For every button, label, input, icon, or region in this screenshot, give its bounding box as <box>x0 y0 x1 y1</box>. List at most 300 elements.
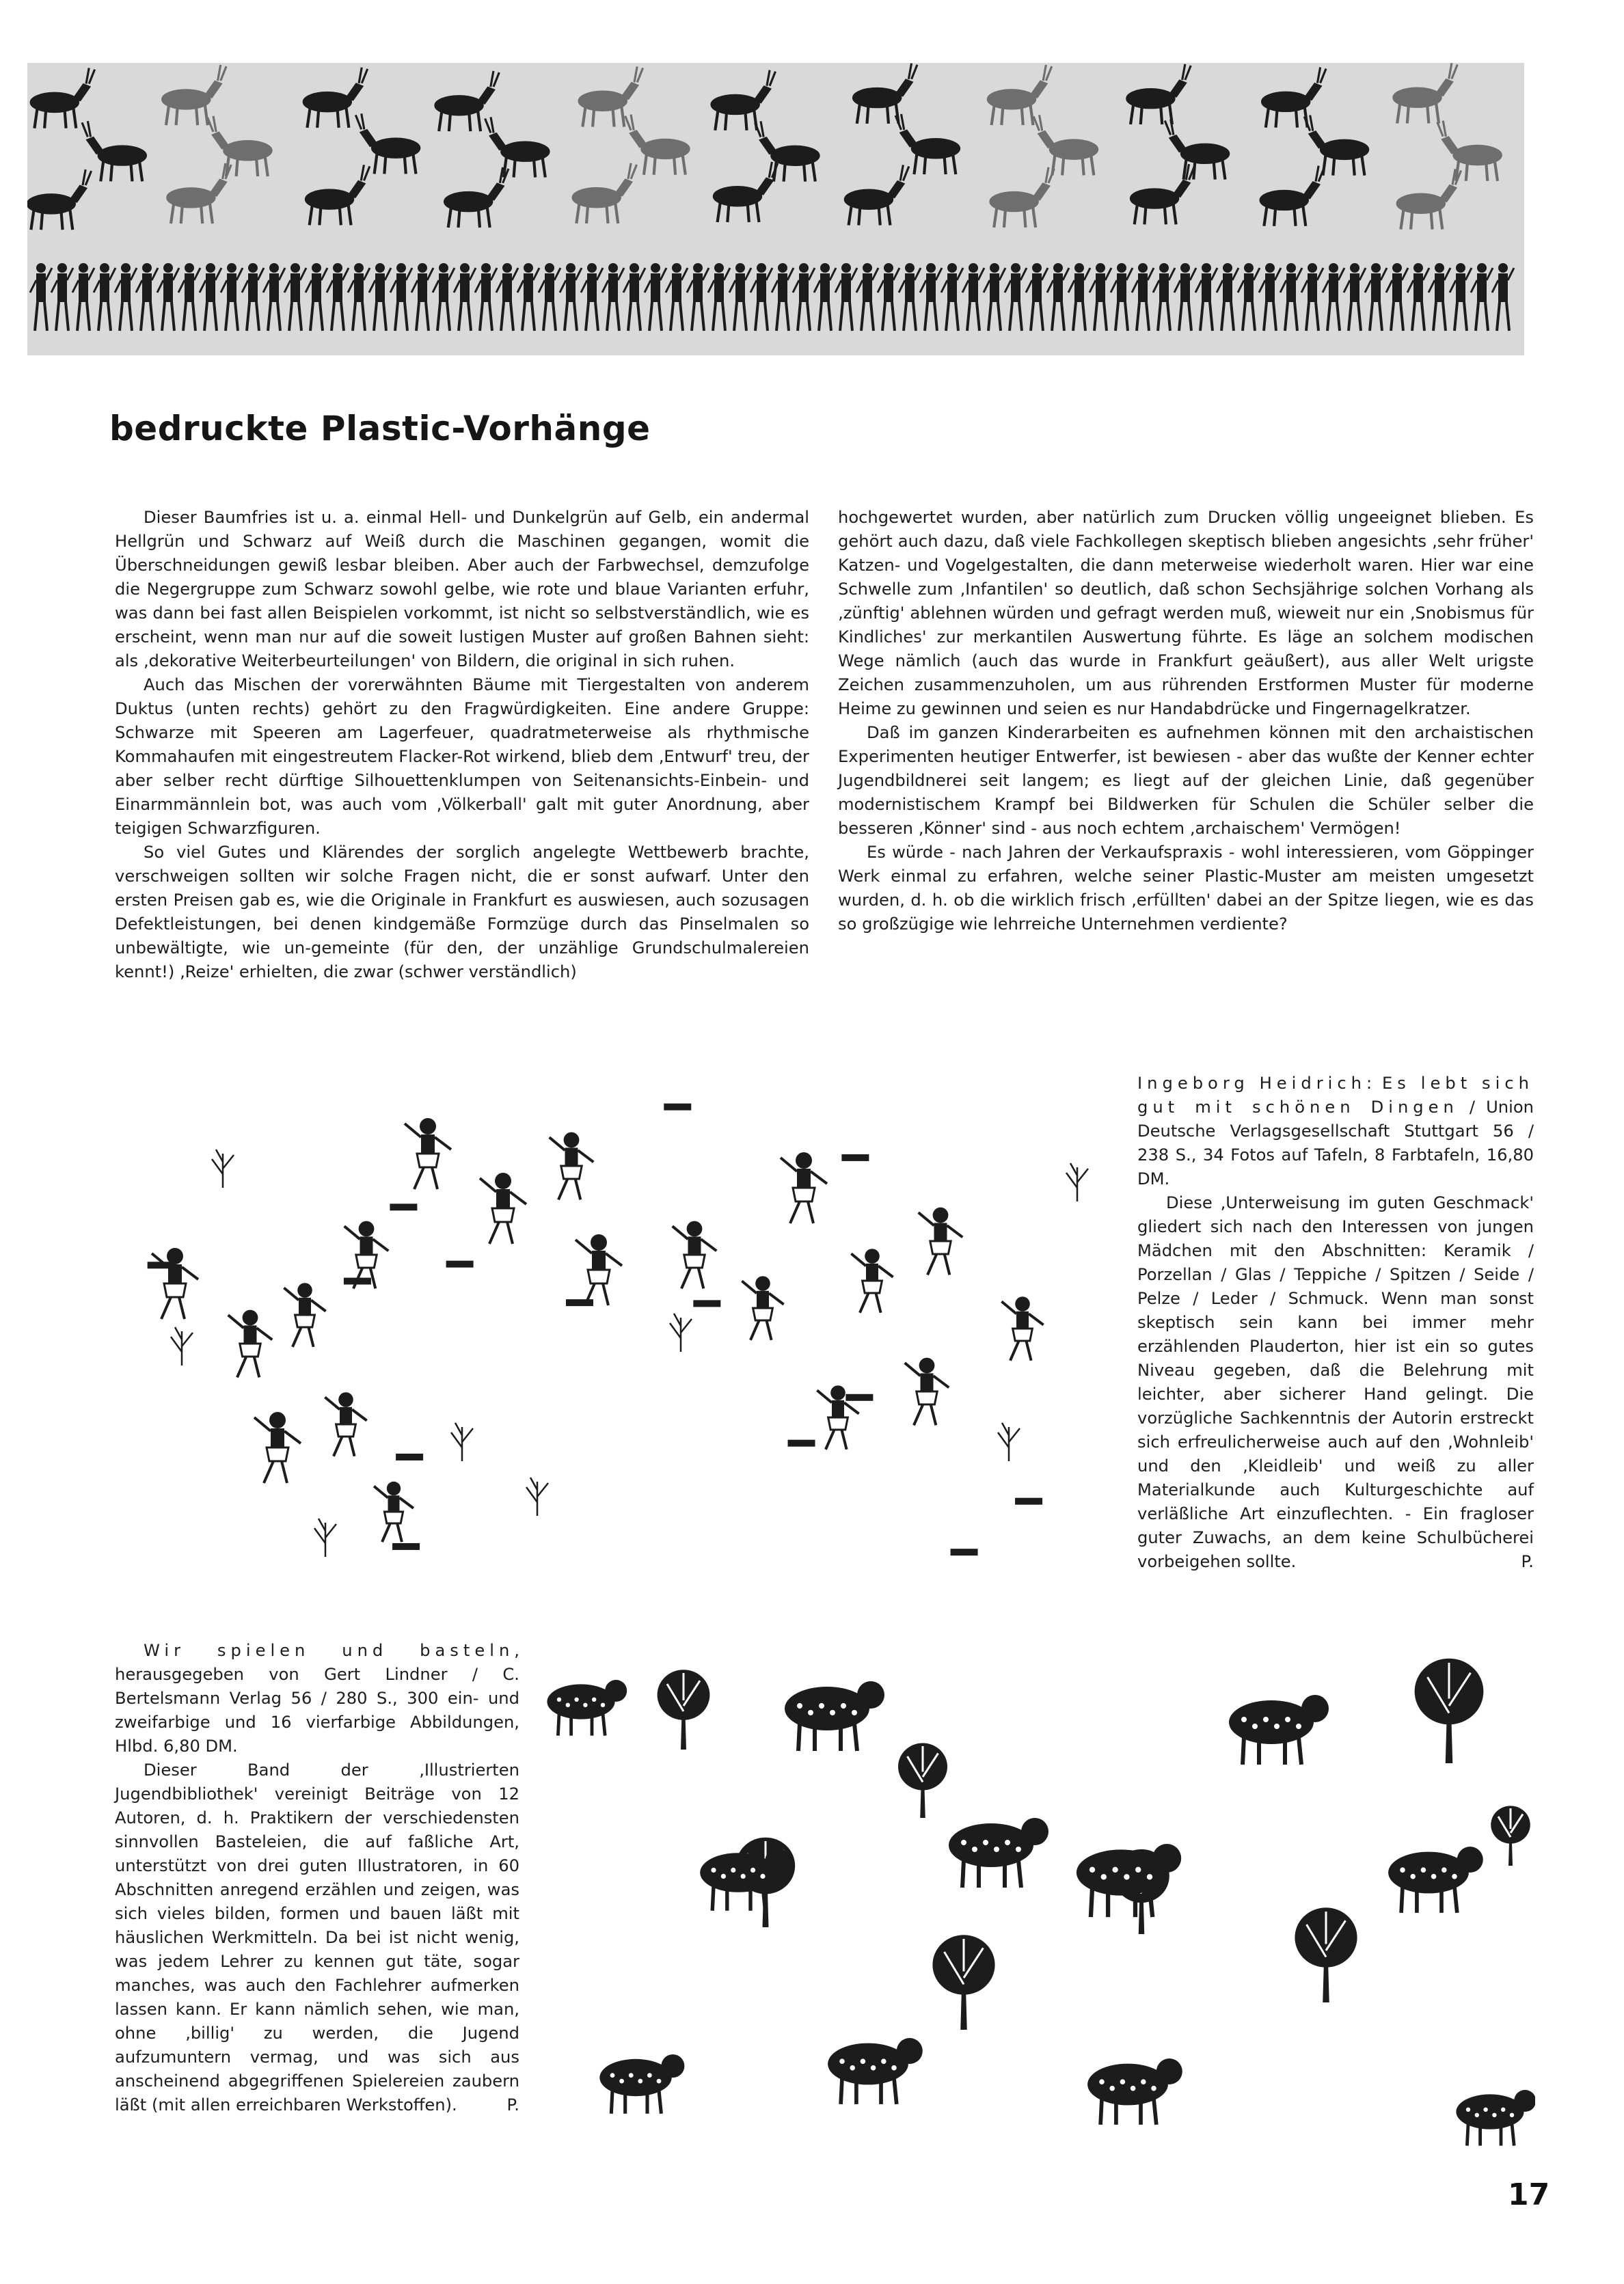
hatched-mark <box>664 1104 691 1111</box>
figure-head <box>630 263 639 273</box>
dancer-head <box>243 1310 258 1326</box>
figure-body <box>396 273 406 302</box>
figure-body <box>312 273 321 302</box>
animal-pattern-dot <box>1421 1867 1426 1873</box>
dancer-torso <box>360 1236 373 1255</box>
hatched-mark <box>392 1543 420 1550</box>
figure-head <box>1456 263 1465 273</box>
dancer-torso <box>1016 1311 1029 1329</box>
animal-pattern-dot <box>1452 1874 1457 1879</box>
dancer-head <box>591 1234 607 1251</box>
review-heading <box>115 1639 519 1758</box>
article-title: bedruckte Plastic-Vorhänge <box>109 409 651 448</box>
animal-pattern-dot <box>1131 2086 1136 2091</box>
review-body: Diese ‚Unterweisung im guten Geschmack' gliedert sich nach den Interessen von jungen Mädchen mit den Abschnitten: Keramik / Porzellan / Glas / Teppiche / Spitzen / Seide / Pelze / Leder / Schmuck. Wenn man sonst skeptisch sein kann bei immer mehr erzählenden Plauderton, hier ist ein so gutes Niveau gegeben, daß die Belehrung mit leichter, aber sicherer Hand gelingt. Die vorzügliche Sachkenntnis der Autorin erstreckt sich erfreulicherweise auch auf den ‚Wohnleib' und den ‚Kleidleib' und weiß zu aller Materialkunde auch Kulturgeschichte auf verläßliche Art einzuflechten. - Ein fragloser guter Zuwachs, an dem keine Schulbücherei vorbeigehen sollte. P. <box>1137 1191 1534 1574</box>
figure-body <box>1053 273 1063 302</box>
dancer-head <box>865 1249 880 1264</box>
figure-body <box>206 273 215 302</box>
review-heading <box>1137 1072 1534 1191</box>
animal-pattern-dot <box>1147 1874 1152 1879</box>
figure-head <box>57 263 67 273</box>
figure-body <box>1286 273 1296 302</box>
figure-body <box>1180 273 1190 302</box>
animal-pattern-dot <box>1501 2108 1505 2112</box>
figure-head <box>1265 263 1275 273</box>
figure-body <box>1392 273 1402 302</box>
animal-head <box>1152 1844 1181 1873</box>
animal-pattern-dot <box>566 1703 570 1707</box>
dancer-torso <box>421 1134 435 1154</box>
figure-head <box>185 263 194 273</box>
figure-head <box>1053 263 1063 273</box>
animal-pattern-dot <box>1431 1874 1437 1879</box>
animal-pattern-dot <box>647 2073 652 2078</box>
hatched-mark <box>344 1278 371 1285</box>
dancer-head <box>420 1118 436 1134</box>
animal-body <box>599 2059 671 2096</box>
dancer-torso <box>496 1189 510 1208</box>
dancer-torso <box>921 1373 934 1391</box>
animal-pattern-dot <box>891 2065 897 2071</box>
figure-head <box>1180 263 1190 273</box>
figure-body <box>799 273 809 302</box>
figure-head <box>481 263 491 273</box>
animal-pattern-dot <box>760 1874 765 1879</box>
dancer-torso <box>797 1169 811 1188</box>
animal-pattern-dot <box>1475 2113 1479 2117</box>
figure-body <box>1138 273 1148 302</box>
animal-head <box>1156 2058 1182 2084</box>
animal-pattern-dot <box>1112 1867 1118 1873</box>
hatched-mark <box>693 1300 720 1307</box>
review-signature: P. <box>1521 1552 1534 1571</box>
animal-pattern-dot <box>610 2073 615 2078</box>
figure-body <box>333 273 342 302</box>
figure-body <box>693 273 703 302</box>
animal-pattern-dot <box>741 1874 746 1879</box>
figure-body <box>820 273 830 302</box>
figure-head <box>79 263 88 273</box>
figure-body <box>248 273 258 302</box>
figure-head <box>1477 263 1487 273</box>
dancer-head <box>687 1221 703 1237</box>
animal-body <box>828 2043 908 2085</box>
dancer-torso <box>244 1325 257 1344</box>
dancer-head <box>359 1221 375 1237</box>
figure-head <box>545 263 554 273</box>
hatched-mark <box>390 1204 417 1210</box>
figure-body <box>545 273 554 302</box>
figure-head <box>841 263 851 273</box>
hatched-mark <box>951 1549 978 1555</box>
dancer-head <box>919 1358 935 1374</box>
review-body: Dieser Band der ‚Illustrierten Jugendbibliothek' vereinigt Beiträge von 12 Autoren, d. h. Praktikern der verschiedensten sinnvollen Basteleien, die auf faßliche Art, unterstützt von drei guten Illustratoren, in 60 Abschnitten anregend erzählen und zeigen, was sich vieles bilden, formen und bauen läßt mit häuslichen Werkmitteln. Da bei ist nicht wenig, was jedem Lehrer zu kennen gut täte, sogar manches, was auch den Fachlehrer aufmerken lassen kann. Er kann nämlich sehen, wie man, ohne ‚billig' zu werden, die Jugend aufzumuntern vermag, und was sich aus anscheinend abgegriffenen Spielereien zaubern läßt (mit allen erreichbaren Werkstoffen). P. <box>115 1758 519 2117</box>
book-review-lindner <box>115 1639 519 2117</box>
figure-head <box>884 263 893 273</box>
dancer-head <box>796 1152 812 1169</box>
figure-body <box>990 273 999 302</box>
dancer-torso <box>299 1298 311 1315</box>
article-paragraph: Daß im ganzen Kinderarbeiten es aufnehmen können mit den archaistischen Experimenten heutiger Entwerfer, ist bewiesen - aber das wußte der Kenner echter Jugendbildnerei seit langem; es liegt auf der gleichen Linie, daß gegenüber modernistischem Krampf bei Bildwerken für Schulen die Schüler selber die besseren ‚Könner' sind - aus noch echtem ‚archaischem' Vermögen! <box>838 723 1534 838</box>
animal-pattern-dot <box>1124 1874 1129 1879</box>
animal-head <box>897 2038 923 2064</box>
figure-head <box>354 263 364 273</box>
dancer-torso <box>688 1236 701 1255</box>
hatched-mark <box>841 1154 869 1161</box>
animal-pattern-dot <box>1109 2086 1115 2091</box>
animal-pattern-dot <box>750 1868 755 1873</box>
hatched-mark <box>566 1299 593 1306</box>
animal-pattern-dot <box>1135 1867 1141 1873</box>
figure-body <box>1456 273 1465 302</box>
figure-head <box>714 263 724 273</box>
figure-head <box>757 263 766 273</box>
animal-body <box>949 1823 1033 1867</box>
figure-head <box>227 263 236 273</box>
trees-animals-image <box>540 1647 1535 2154</box>
figure-head <box>1117 263 1126 273</box>
figure-head <box>799 263 809 273</box>
article-paragraph: Dieser Baumfries ist u. a. einmal Hell- und Dunkelgrün auf Gelb, ein andermal Hellgrün und Schwarz auf Weiß durch die Maschinen gegangen, womit die Überschneidungen gewiß lesbar bleiben. Aber auch der Farbwechsel, demzufolge die Negergruppe zum Schwarz sowohl gelbe, wie rote und blaue Varianten erfuhr, was dann bei fast allen Beispielen vorkommt, ist nicht so selbstverständlich, wie es erscheint, wenn man nur auf die soweit lustigen Muster auf großen Bahnen sieht: als ‚dekorative Weiterbeurteilungen' von Bildern, die original in sich ruhen. <box>115 508 809 670</box>
animal-pattern-dot <box>871 2065 876 2071</box>
figure-body <box>735 273 745 302</box>
figure-head <box>248 263 258 273</box>
animal-pattern-dot <box>797 1703 802 1709</box>
figure-body <box>1032 273 1042 302</box>
figure-body <box>905 273 915 302</box>
animal-pattern-dot <box>1466 2108 1470 2112</box>
animal-head <box>661 2054 684 2078</box>
figure-body <box>1223 273 1232 302</box>
animal-pattern-dot <box>808 1710 813 1715</box>
figure-body <box>1498 273 1508 302</box>
page-number: 17 <box>1508 2177 1550 2212</box>
figure-head <box>100 263 109 273</box>
dancer-head <box>564 1132 580 1148</box>
figure-head <box>566 263 576 273</box>
hatched-mark <box>446 1261 474 1268</box>
figure-body <box>79 273 88 302</box>
animal-pattern-dot <box>841 1703 846 1709</box>
figure-head <box>1329 263 1338 273</box>
animal-pattern-dot <box>601 1703 605 1707</box>
figure-body <box>1202 273 1211 302</box>
figure-body <box>630 273 639 302</box>
figure-head <box>1074 263 1084 273</box>
figure-head <box>1032 263 1042 273</box>
article-left-column <box>115 506 809 984</box>
dancer-torso <box>271 1428 284 1447</box>
dancer-head <box>338 1392 353 1407</box>
hatched-mark <box>845 1394 873 1401</box>
figure-body <box>1350 273 1359 302</box>
dancer-head <box>269 1412 286 1428</box>
figure-body <box>121 273 131 302</box>
figure-head <box>651 263 660 273</box>
figure-body <box>1244 273 1254 302</box>
figure-head <box>969 263 978 273</box>
figure-body <box>1159 273 1169 302</box>
animal-pattern-dot <box>830 1710 835 1715</box>
dancer-torso <box>388 1495 400 1512</box>
figure-body <box>1329 273 1338 302</box>
dancer-head <box>933 1208 949 1223</box>
dancer-head <box>297 1283 312 1298</box>
figure-head <box>672 263 681 273</box>
animal-pattern-dot <box>1151 2086 1156 2091</box>
animal-body <box>1077 1849 1165 1895</box>
figure-head <box>926 263 936 273</box>
figure-head <box>1223 263 1232 273</box>
animal-head <box>605 1680 627 1702</box>
figure-body <box>1413 273 1423 302</box>
figure-head <box>1435 263 1444 273</box>
article-paragraph: hochgewertet wurden, aber natürlich zum Drucken völlig ungeeignet blieben. Es gehört auch dazu, daß viele Fachkollegen skeptisch blieben angesichts ‚sehr früher' Katzen- und Vogelgestalten, die dann meterweise wiederholt waren. Hier war eine Schwelle zum ‚Infantilen' so deutlich, daß schon Sechsjährige solchen Vorhang als ‚zünftig' ablehnen würden und gefragt werden muß, wieweit nur ein ‚Snobismus für Kindliches' zur merkantilen Auswertung führte. Es läge an solchem modischen Wege nämlich (auch das wurde in Frankfurt geäußert), aus aller Welt urigste Zeichen zusammenzuholen, um aus rührenden Erstformen Muster für moderne Heime zu gewinnen und seien es nur Handabdrücke und Fingernagelkratzer. <box>838 508 1534 718</box>
dancer-torso <box>340 1407 352 1424</box>
figure-body <box>227 273 236 302</box>
animal-pattern-dot <box>557 1698 561 1702</box>
animal-pattern-dot <box>839 2058 845 2064</box>
animal-pattern-dot <box>994 1847 999 1852</box>
figure-body <box>969 273 978 302</box>
animal-head <box>1301 1695 1329 1722</box>
animal-pattern-dot <box>852 1710 857 1715</box>
animal-pattern-dot <box>1120 2079 1126 2084</box>
article-paragraph: Auch das Mischen der vorerwähnten Bäume mit Tiergestalten von anderem Duktus (unten rechts) gehört zu den Fragwürdigkeiten. Eine andere Gruppe: Schwarze mit Speeren am Lagerfeuer, quadratmeterweise als rhythmische Kommahaufen mit eingestreutem Flacker-Rot wirkend, blieb dem ‚Entwurf' treu, der aber selber recht dürftige Silhouettenklumpen von Seitenansichts-Einbein- und Einarmmännlein bot, was auch vom ‚Völkerball' galt mit guter Anordnung, aber teigigen Schwarzfiguren. <box>115 675 809 838</box>
figure-head <box>312 263 321 273</box>
animal-pattern-dot <box>1101 1874 1107 1879</box>
animal-pattern-dot <box>861 2058 866 2064</box>
dancer-torso <box>565 1147 578 1166</box>
figure-head <box>460 263 470 273</box>
animal-body <box>1087 2064 1168 2106</box>
figure-head <box>206 263 215 273</box>
figure-body <box>947 273 957 302</box>
figure-head <box>333 263 342 273</box>
review-book-title: Es lebt sich gut mit schönen Dingen <box>1137 1074 1534 1117</box>
figure-body <box>502 273 512 302</box>
figure-head <box>142 263 152 273</box>
animal-pattern-dot <box>592 1698 596 1702</box>
figure-head <box>820 263 830 273</box>
book-review-heidrich <box>1137 1072 1534 1574</box>
figure-head <box>524 263 533 273</box>
figure-body <box>460 273 470 302</box>
animal-pattern-dot <box>1492 2113 1496 2117</box>
animal-pattern-dot <box>1005 1840 1010 1845</box>
dancer-torso <box>832 1400 844 1417</box>
figure-body <box>926 273 936 302</box>
figure-head <box>163 263 173 273</box>
animal-pattern-dot <box>721 1874 726 1879</box>
animal-head <box>1514 2090 1535 2112</box>
figure-body <box>566 273 576 302</box>
animal-pattern-dot <box>983 1840 988 1845</box>
animal-pattern-dot <box>1252 1724 1258 1729</box>
review-publication: , herausgegeben von Gert Lindner / C. Bertelsmann Verlag 56 / 280 S., 300 ein- und zweifarbige und 16 vierfarbige Abbildungen, Hlbd. 6,80 DM. <box>115 1641 519 1756</box>
dancer-torso <box>866 1264 878 1281</box>
dancer-torso <box>592 1251 606 1270</box>
animal-head <box>1457 1847 1483 1873</box>
animal-head <box>766 1848 790 1873</box>
figure-body <box>757 273 766 302</box>
figure-body <box>524 273 533 302</box>
animal-pattern-dot <box>1141 2079 1146 2084</box>
figure-body <box>163 273 173 302</box>
figure-body <box>1096 273 1105 302</box>
article-paragraph: Es würde - nach Jahren der Verkaufspraxis - wohl interessieren, vom Göppinger Werk einmal zu erfahren, welche seiner Plastic-Muster am meisten umgesetzt wurden, d. h. ob die wirklich frisch ‚erfüllten' dabei an der Spitze liegen, wie es das so großzügige wie lehrreiche Unternehmen verdiente? <box>838 843 1534 934</box>
figure-body <box>290 273 300 302</box>
animal-pattern-dot <box>1263 1717 1269 1722</box>
dancer-head <box>387 1482 401 1495</box>
figure-head <box>1011 263 1020 273</box>
animal-pattern-dot <box>1410 1874 1416 1879</box>
animal-head <box>857 1681 884 1709</box>
figure-head <box>396 263 406 273</box>
animal-pattern-dot <box>1016 1847 1021 1852</box>
figure-body <box>354 273 364 302</box>
animal-body <box>700 1853 776 1892</box>
figure-body <box>418 273 427 302</box>
animal-pattern-dot <box>1090 1867 1095 1873</box>
figure-body <box>1117 273 1126 302</box>
animal-pattern-dot <box>972 1847 977 1852</box>
dancer-torso <box>934 1223 947 1241</box>
figure-head <box>1498 263 1508 273</box>
dancing-figures-image <box>120 1078 1115 1579</box>
figure-head <box>693 263 703 273</box>
figure-body <box>1074 273 1084 302</box>
animal-pattern-dot <box>629 2073 634 2078</box>
figure-body <box>36 273 46 302</box>
figure-head <box>735 263 745 273</box>
animal-pattern-dot <box>850 2065 855 2071</box>
figure-body <box>1011 273 1020 302</box>
figure-head <box>1371 263 1381 273</box>
animal-pattern-dot <box>819 1703 824 1709</box>
animal-pattern-dot <box>1296 1724 1301 1729</box>
animal-pattern-dot <box>619 2079 624 2084</box>
figure-head <box>947 263 957 273</box>
dancer-head <box>495 1173 511 1189</box>
dancer-head <box>830 1385 845 1400</box>
figure-body <box>1308 273 1317 302</box>
figure-head <box>375 263 385 273</box>
animal-pattern-dot <box>881 2058 887 2064</box>
animal-body <box>1229 1700 1314 1744</box>
animal-pattern-dot <box>1442 1867 1447 1873</box>
figure-head <box>1244 263 1254 273</box>
figure-head <box>1392 263 1402 273</box>
figure-head <box>439 263 448 273</box>
animal-pattern-dot <box>657 2079 662 2084</box>
animal-pattern-dot <box>1285 1717 1290 1722</box>
hatched-mark <box>788 1440 815 1447</box>
animal-body <box>1388 1852 1469 1894</box>
figure-head <box>1159 263 1169 273</box>
pattern-background <box>120 1078 1115 1579</box>
figure-body <box>1265 273 1275 302</box>
figure-body <box>587 273 597 302</box>
figure-head <box>121 263 131 273</box>
figure-body <box>439 273 448 302</box>
animal-pattern-dot <box>1400 1867 1405 1873</box>
dancer-torso <box>757 1291 769 1308</box>
figure-head <box>608 263 618 273</box>
animal-pattern-dot <box>731 1868 735 1873</box>
figure-head <box>1413 263 1423 273</box>
figure-body <box>884 273 893 302</box>
review-publication: / Union Deutsche Verlagsgesellschaft Stuttgart 56 / 238 S., 34 Fotos auf Tafeln, 8 Farbtafeln, 16,80 DM. <box>1137 1098 1534 1188</box>
figure-body <box>608 273 618 302</box>
figure-head <box>269 263 279 273</box>
hatched-mark <box>148 1262 175 1268</box>
animal-pattern-dot <box>711 1868 716 1873</box>
figure-head <box>1138 263 1148 273</box>
figure-head <box>418 263 427 273</box>
review-signature: P. <box>506 2095 519 2115</box>
hatched-mark <box>1015 1498 1042 1505</box>
animal-pattern-dot <box>583 1703 587 1707</box>
figure-head <box>290 263 300 273</box>
hatched-mark <box>396 1454 423 1460</box>
animal-body <box>547 1684 614 1719</box>
dancer-head <box>1015 1296 1030 1311</box>
figure-head <box>1202 263 1211 273</box>
figure-body <box>185 273 194 302</box>
top-frieze-image <box>27 63 1524 355</box>
animal-pattern-dot <box>961 1840 966 1845</box>
figure-body <box>714 273 724 302</box>
figure-head <box>36 263 46 273</box>
figure-body <box>1371 273 1381 302</box>
dancer-head <box>755 1276 770 1291</box>
figure-head <box>778 263 787 273</box>
figure-head <box>502 263 512 273</box>
animal-body <box>785 1687 869 1730</box>
figure-body <box>778 273 787 302</box>
figure-head <box>905 263 915 273</box>
figure-head <box>863 263 872 273</box>
animal-head <box>1021 1818 1048 1845</box>
figure-body <box>1435 273 1444 302</box>
pattern-background <box>540 1647 1535 2154</box>
animal-pattern-dot <box>1510 2113 1514 2117</box>
figure-body <box>651 273 660 302</box>
figure-body <box>100 273 109 302</box>
article-paragraph: So viel Gutes und Klärendes der sorglich angelegte Wettbewerb brachte, verschweigen sollten wir solche Fragen nicht, die er sonst aufwarf. Unter den ersten Preisen gab es, wie die Originale in Frankfurt es auswiesen, auch sozusagen Defektleistungen, bei denen kindgemäße Formzüge durch das Pinselmalen so unbewältigte, wie un-gemeinte (für den, der unzählige Grundschulmalereien kennt!) ‚Reize' erhielten, die zwar (schwer verständlich) <box>115 843 809 981</box>
animal-pattern-dot <box>638 2079 642 2084</box>
article-right-column <box>838 506 1534 936</box>
figure-head <box>1096 263 1105 273</box>
figure-head <box>1350 263 1359 273</box>
figure-body <box>269 273 279 302</box>
figure-body <box>1477 273 1487 302</box>
figure-body <box>672 273 681 302</box>
figure-head <box>990 263 999 273</box>
figure-head <box>587 263 597 273</box>
figure-body <box>57 273 67 302</box>
animal-body <box>1456 2094 1524 2129</box>
figure-body <box>841 273 851 302</box>
animal-pattern-dot <box>1241 1717 1247 1722</box>
figure-head <box>1308 263 1317 273</box>
animal-pattern-dot <box>574 1698 578 1702</box>
animal-pattern-dot <box>1099 2079 1105 2084</box>
review-author: Ingeborg Heidrich: <box>1137 1074 1377 1093</box>
figure-body <box>481 273 491 302</box>
animal-pattern-dot <box>1483 2108 1487 2112</box>
